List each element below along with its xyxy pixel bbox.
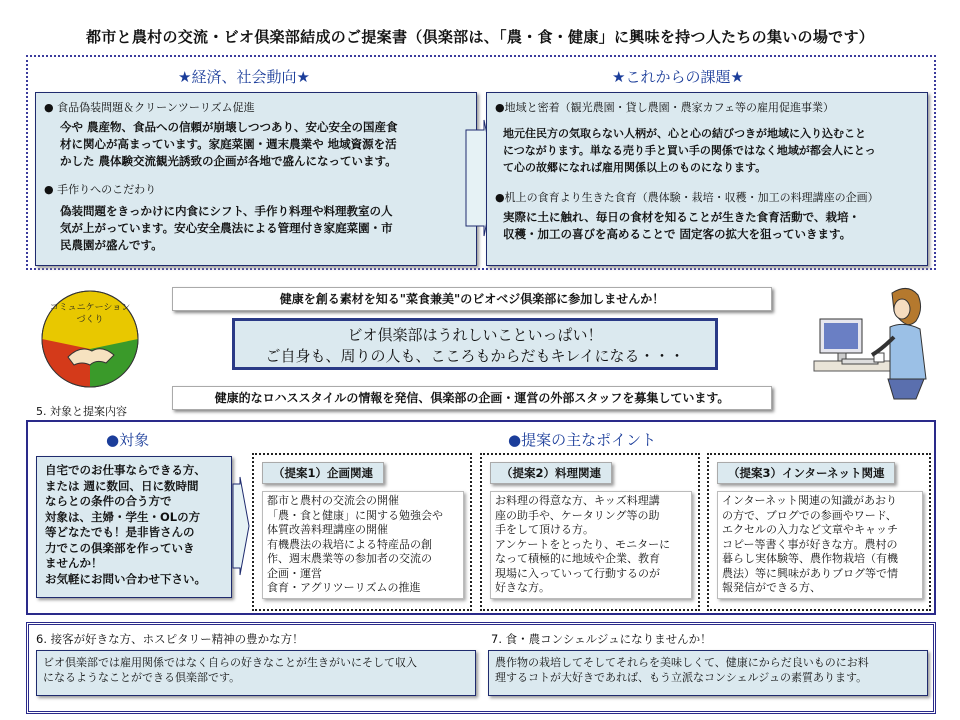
- text-line: お料理の得意な方、キッズ料理講: [495, 494, 660, 507]
- challenges-panel: [486, 92, 928, 266]
- economy-heading: ★経済、社会動向★: [178, 68, 310, 86]
- text-line: 収穫・加工の喜びを高めることで 固定客の拡大を狙っていきます。: [503, 227, 852, 241]
- text-line: の方で、ブログでの参画やワード、: [722, 508, 897, 522]
- section-5-label: 5. 対象と提案内容: [36, 405, 127, 418]
- target-heading: ●対象: [106, 431, 150, 449]
- logo-text-1: コミュニケーション: [49, 303, 131, 313]
- section-7-heading: 7. 食・農コンシェルジュになりませんか！: [491, 632, 712, 646]
- communication-logo-icon: [40, 289, 140, 389]
- text-line: ビオ倶楽部では雇用関係ではなく自らの好きなことが生きがいにそして収入: [43, 656, 417, 669]
- text-line: 等どなたでも！是非皆さんの: [45, 525, 195, 539]
- economy-text-2: [60, 203, 393, 254]
- text-line: 現場に入っていって行動するのが: [495, 566, 660, 580]
- text-line: インターネット関連の知識があおり: [722, 494, 898, 507]
- challenges-bullet-1: ●地域と密着（観光農園・貸し農園・農家カフェ等の雇用促進事業）: [495, 101, 835, 114]
- text-line: 実際に土に触れ、毎日の食材を知ることが生きた食育活動で、栽培・: [503, 210, 860, 224]
- proposal-2-title: （提案2）料理関連: [490, 462, 612, 484]
- text-line: ならとの条件の合う方で: [45, 494, 172, 508]
- proposal-3-title: （提案3）インターネット関連: [717, 462, 895, 484]
- text-line: 作、週末農業等の参加者の交流の: [267, 552, 432, 565]
- text-line: 対象は、主婦・学生・OLの方: [45, 509, 201, 524]
- text-line: につながります。単なる売り手と買い手の関係ではなく地域が都会人にとっ: [503, 144, 876, 157]
- proposal-3-box: [707, 453, 931, 611]
- challenges-text-2: [503, 209, 860, 243]
- target-text: [45, 463, 223, 587]
- section-7-box: [488, 650, 928, 696]
- page-title: 都市と農村の交流・ビオ倶楽部結成のご提案書（倶楽部は、「農・食・健康」に興味を持つ人たちの集いの場です）: [85, 28, 875, 46]
- woman-at-computer-icon: [812, 283, 932, 401]
- proposal-2-body: [490, 491, 692, 599]
- proposal-1-title: （提案1）企画関連: [262, 462, 384, 484]
- text-line: 都市と農村の交流会の開催: [267, 494, 399, 507]
- section-6-heading: 6. 接客が好きな方、ホスピタリー精神の豊かな方！: [36, 632, 304, 646]
- text-line: 手をして頂ける方。: [495, 523, 594, 536]
- economy-text-1: [60, 119, 398, 170]
- text-line: お気軽にお問い合わせ下さい。: [45, 571, 206, 586]
- text-line: 農作物の栽培してそしてそれらを美味しくて、健康にからだ良いものにお料: [495, 656, 869, 669]
- target-arrow-icon: [232, 476, 250, 576]
- text-line: 好きな方。: [495, 581, 550, 594]
- text-line: アンケートをとったり、モニターに: [495, 537, 671, 551]
- challenges-heading: ★これからの課題★: [612, 68, 744, 86]
- logo-text-2: づくり: [76, 315, 104, 325]
- text-line: 座の助手や、ケータリング等の助: [495, 508, 660, 522]
- text-line: ませんか！: [45, 556, 103, 570]
- text-line: エクセルの入力など文章やキャッチ: [722, 523, 898, 536]
- text-line: 自宅でのお仕事ならできる方、: [45, 463, 206, 477]
- challenges-text-1: [503, 125, 876, 176]
- economy-bullet-2: ● 手作りへのこだわり: [44, 183, 157, 196]
- text-line: て心の故郷になれば雇用関係以上のものになります。: [503, 161, 767, 174]
- text-line: 気が上がっています。安心安全農法による管理付き家庭菜園・市: [60, 221, 393, 235]
- proposal-1-box: [252, 453, 472, 611]
- challenges-bullet-2: ●机上の食育より生きた食育（農体験・栽培・収穫・加工の料理講座の企画）: [495, 191, 879, 204]
- staff-banner: 健康的なロハススタイルの情報を発信、倶楽部の企画・運営の外部スタッフを募集しています。: [172, 386, 772, 410]
- club-banner-line-2: ご自身も、周りの人も、こころもからだもキレイになる・・・: [265, 347, 685, 365]
- proposal-1-body: [262, 491, 464, 599]
- text-line: 民農園が盛んです。: [60, 238, 163, 252]
- points-heading: ●提案の主なポイント: [508, 431, 657, 449]
- target-box: [36, 456, 232, 598]
- text-line: 地元住民方の気取らない人柄が、心と心の結びつきが地域に入り込むこと: [503, 127, 866, 140]
- text-line: 理するコトが大好きであれば、もう立派なコンシェルジュの素質あります。: [495, 671, 868, 684]
- join-banner: 健康を創る素材を知る"菜食兼美"のビオベジ倶楽部に参加しませんか！: [172, 287, 772, 311]
- section-6-box: [36, 650, 476, 696]
- text-line: コピー等書く事が好きな方。農村の: [722, 537, 898, 551]
- text-line: かした 農体験交流観光誘致の企画が各地で盛んになっています。: [60, 154, 397, 168]
- proposal-2-box: [480, 453, 700, 611]
- text-line: または 週に数回、日に数時間: [45, 478, 199, 493]
- text-line: 有機農法の栽培による特産品の創: [267, 537, 432, 551]
- text-line: 食育・アグリツーリズムの推進: [267, 581, 421, 594]
- text-line: 報発信ができる方、: [722, 581, 821, 594]
- economy-panel: [35, 92, 477, 266]
- text-line: になるようなことができる倶楽部です。: [43, 671, 241, 684]
- text-line: 偽装問題をきっかけに内食にシフト、手作り料理や料理教室の人: [60, 204, 393, 218]
- text-line: 暮らし実体験等、農作物栽培（有機: [722, 552, 898, 565]
- club-banner: [232, 318, 718, 370]
- text-line: 企画・運営: [267, 566, 322, 580]
- text-line: 「農・食と健康」に関する勉強会や: [267, 508, 443, 522]
- text-line: なって積極的に地域や企業、教育: [495, 552, 660, 565]
- proposal-3-body: [717, 491, 923, 599]
- text-line: 材に関心が高まっています。家庭菜園・週末農業や 地域資源を活: [60, 137, 397, 151]
- text-line: 農法）等に興味がありブログ等で情: [722, 566, 898, 580]
- club-banner-line-1: ビオ倶楽部はうれしいこといっぱい！: [347, 326, 603, 344]
- text-line: 力でこの倶楽部を作っていき: [45, 540, 195, 555]
- text-line: 今や 農産物、食品への信頼が崩壊しつつあり、安心安全の国産食: [60, 120, 398, 134]
- text-line: 体質改善料理講座の開催: [267, 523, 388, 536]
- economy-bullet-1: ● 食品偽装問題＆クリーンツーリズム促進: [44, 101, 255, 114]
